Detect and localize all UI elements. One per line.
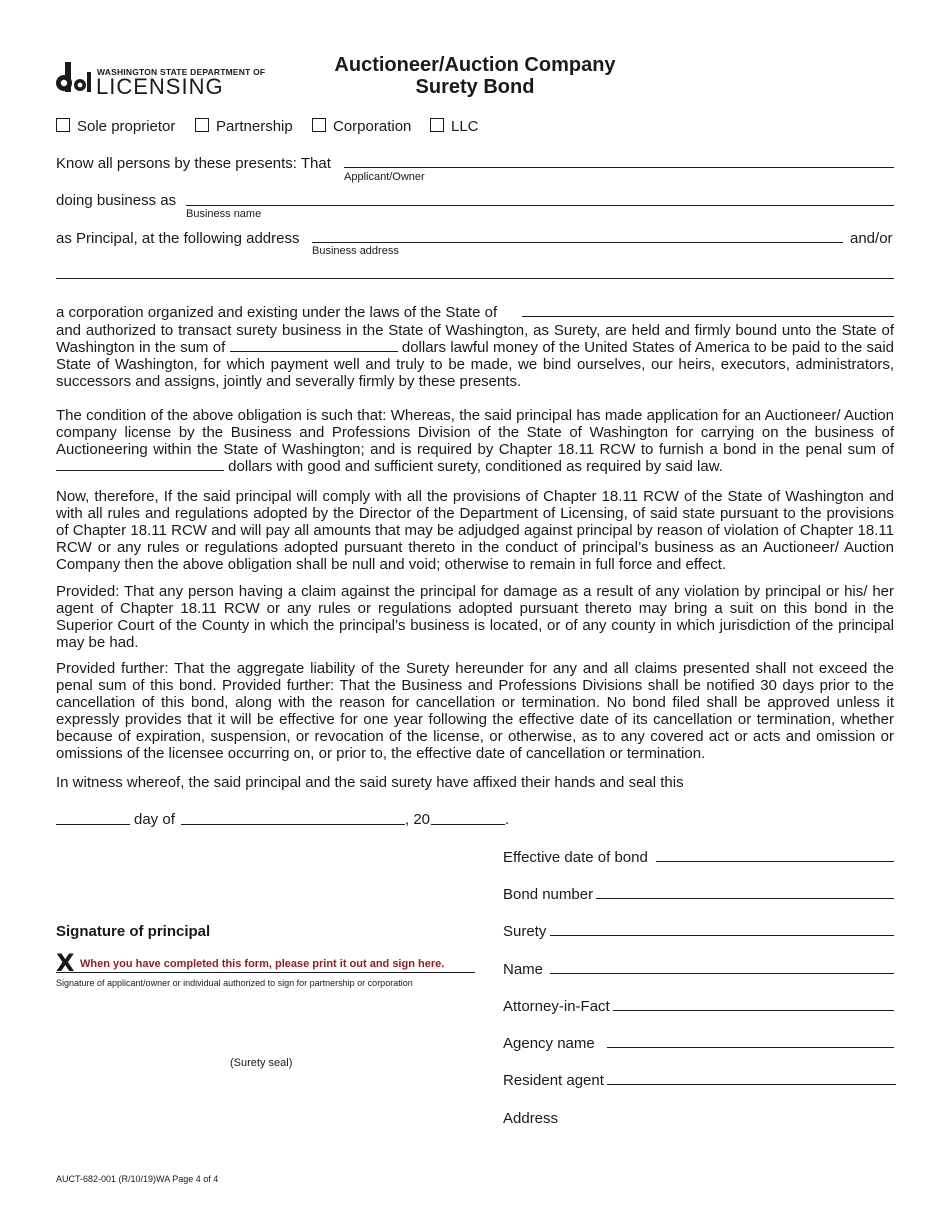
witness-paragraph: In witness whereof, the said principal and the said surety have affixed their hands and seal this — [56, 774, 684, 791]
label-corporation: Corporation — [333, 118, 412, 135]
dba-label: doing business as — [56, 192, 177, 209]
p2-text-main: The condition of the above obligation is such that: Whereas, the said principal has made application for an Auctioneer/ Auction company license by the Business and Professions Division of the State of Washington for carrying on the business of Auctioneering within the State of Washington; and is required by Chapter 18.11 RCW to furnish a bond in the penal sum — [56, 407, 894, 458]
attorney-in-fact-label: Attorney-in-Fact — [503, 998, 610, 1015]
dol-logo-icon — [56, 60, 92, 94]
agency-name-small: WASHINGTON STATE DEPARTMENT OF — [97, 67, 266, 77]
checkbox-llc[interactable] — [430, 118, 444, 132]
principal-address-label: as Principal, at the following address — [56, 230, 300, 247]
principal-signature-field[interactable] — [56, 972, 475, 973]
checkbox-sole-proprietor[interactable] — [56, 118, 70, 132]
page-title — [275, 54, 675, 98]
attorney-in-fact-field[interactable] — [613, 1010, 894, 1011]
business-address-field[interactable] — [312, 242, 843, 243]
p1-text-b: and authorized to transact surety business in the State of Washington, as Surety, are held and firmly bound unto the State of — [56, 322, 894, 339]
p1-text-c1: Washington in the sum of — [56, 339, 226, 356]
signature-x-mark: X — [56, 949, 75, 977]
year-prefix-label: , 20 — [405, 811, 431, 828]
business-name-field[interactable] — [186, 205, 894, 206]
applicant-owner-caption: Applicant/Owner — [344, 171, 425, 183]
day-of-label: day of — [134, 811, 175, 828]
bond-sum-field[interactable] — [230, 339, 398, 352]
effective-date-label: Effective date of bond — [503, 849, 648, 866]
label-partnership: Partnership — [216, 118, 293, 135]
surety-state-field[interactable] — [522, 316, 894, 317]
resident-agent-label: Resident agent — [503, 1072, 604, 1089]
checkbox-partnership[interactable] — [195, 118, 209, 132]
and-or-label: and/or — [850, 230, 893, 247]
state-of-label: a corporation organized and existing under the laws of the State of — [56, 304, 498, 321]
bond-paragraph-1 — [56, 322, 894, 390]
year-field[interactable] — [431, 824, 505, 825]
signature-heading: Signature of principal — [56, 923, 211, 940]
business-name-caption: Business name — [186, 208, 262, 220]
checkbox-corporation[interactable] — [312, 118, 326, 132]
title-line-2: Surety Bond — [415, 76, 535, 98]
signature-caption: Signature of applicant/owner or individual authorized to sign for partnership or corporation — [56, 978, 413, 988]
label-sole-proprietor: Sole proprietor — [77, 118, 176, 135]
address-label: Address — [503, 1110, 559, 1127]
agency-name-label: Agency name — [503, 1035, 595, 1052]
bond-number-label: Bond number — [503, 886, 594, 903]
name-label: Name — [503, 961, 544, 978]
surety-seal-label: (Surety seal) — [230, 1057, 293, 1069]
signature-instruction: When you have completed this form, please print it out and sign here. — [80, 958, 445, 970]
agency-name-large: LICENSING — [96, 74, 224, 99]
bond-paragraph-5: Provided further: That the aggregate liability of the Surety hereunder for any and all claims presented shall not exceed the penal sum of this bond. Provided further: That the Business and Professions Divisions shall be notified 30 days prior to the cancellation of this bond, along with the reason for cancellation or termination. No bond filed shall be approved unless it expressly provides that it will be effective for one year following the effective date of its cancellation or termination, whether because of expiration, suspension, or revocation of the license, or otherwise, as to any covered act or acts and omission or omissions of the licensee occurring on, or prior to, the effective date of cancellation or termination. — [56, 660, 894, 762]
form-footer: AUCT-682-001 (R/10/19)WA Page 4 of 4 — [56, 1174, 219, 1184]
p2-text-end: dollars with good and sufficient surety, conditioned as required by said law. — [228, 458, 723, 475]
p1-text-d: State of Washington, for which payment well and truly to be made, we bind ourselves, our heirs, executors, administrators, successors and assigns, jointly and severally firmly by these presents. — [56, 356, 894, 390]
effective-date-field[interactable] — [656, 861, 894, 862]
penal-sum-field[interactable] — [56, 458, 224, 471]
bond-paragraph-3: Now, therefore, If the said principal will comply with all the provisions of Chapter 18.11 RCW of the State of Washington and with all rules and regulations adopted by the Director of the Department of Licensing, of said state pursuant to the provisions of Chapter 18.11 RCW and will pay all amounts that may be adjudged against principal by reason of violation of Chapter 18.11 RCW or any rules or regulations adopted pursuant thereto in the conduct of principal’s business as an Auctioneer/ Auction Company then the above obligation shall be null and void; otherwise to remain in full force and effect. — [56, 488, 894, 573]
know-all-label: Know all persons by these presents: That — [56, 155, 331, 172]
applicant-owner-field[interactable] — [344, 167, 894, 168]
title-line-1: Auctioneer/Auction Company — [334, 54, 616, 76]
business-address-field-line-2[interactable] — [56, 278, 894, 279]
bond-paragraph-2 — [56, 407, 894, 475]
name-field[interactable] — [550, 973, 894, 974]
surety-label: Surety — [503, 923, 547, 940]
day-field[interactable] — [56, 824, 130, 825]
business-address-caption: Business address — [312, 245, 399, 257]
date-period: . — [505, 811, 510, 828]
p2-text-of: of — [881, 441, 894, 458]
p1-text-c2: dollars lawful money of the United States of America to be paid to the said — [401, 339, 895, 356]
label-llc: LLC — [451, 118, 479, 135]
month-field[interactable] — [181, 824, 405, 825]
agency-name-field[interactable] — [607, 1047, 894, 1048]
resident-agent-field[interactable] — [607, 1084, 896, 1085]
bond-paragraph-4: Provided: That any person having a claim against the principal for damage as a result of any violation by principal or his/ her agent of Chapter 18.11 RCW or any rules or regulations adopted pursuant thereto may bring a suit on this bond in the Superior Court of the County in which the principal’s business is located, or of any county in which jurisdiction of the principal may be had. — [56, 583, 894, 651]
surety-field[interactable] — [550, 935, 894, 936]
bond-number-field[interactable] — [596, 898, 894, 899]
